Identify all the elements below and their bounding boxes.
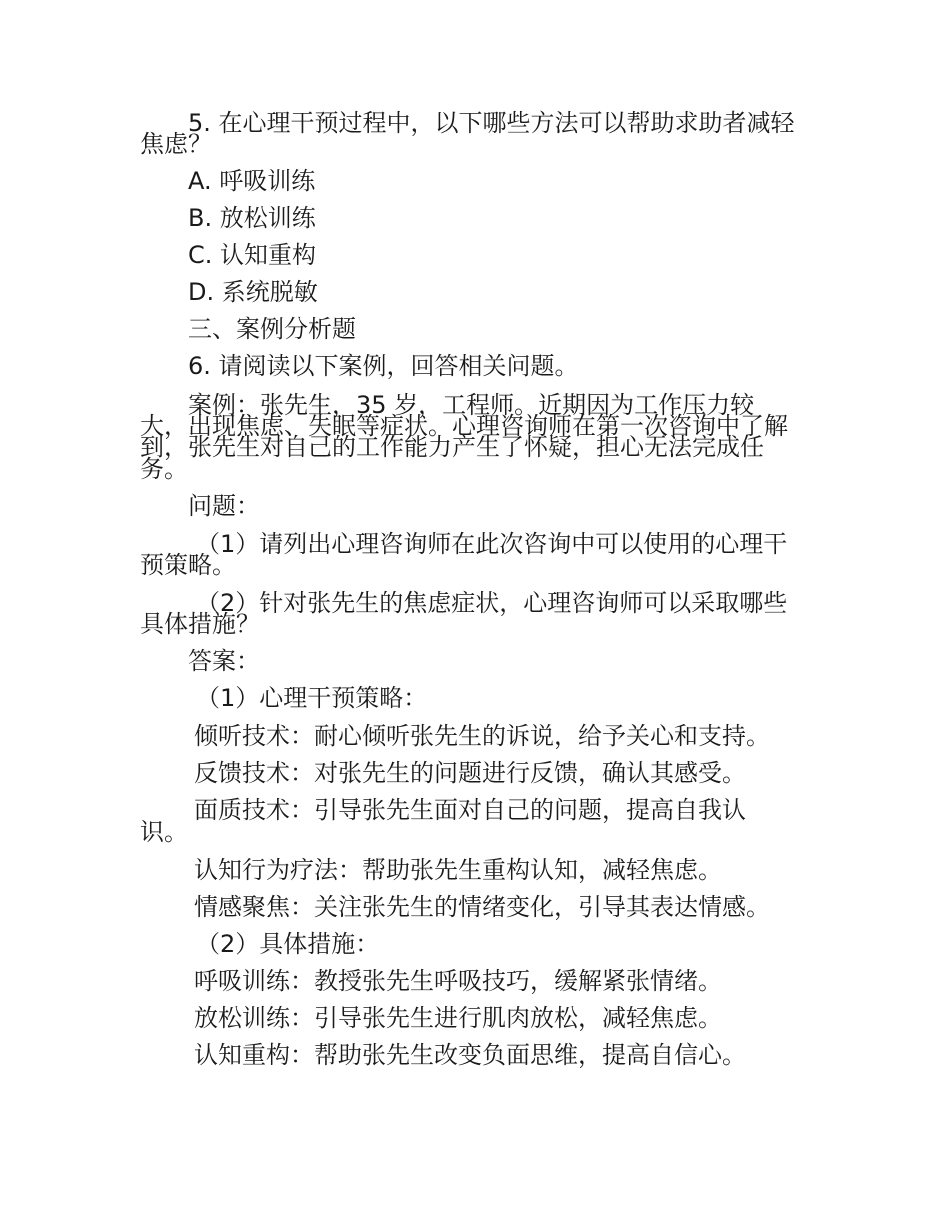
sub-question-1-continued: 预策略。 [140,551,236,579]
strategy-listening: 倾听技术：耐心倾听张先生的诉说，给予关心和支持。 [194,722,770,750]
strategy-confrontation: 面质技术：引导张先生面对自己的问题，提高自我认 [194,796,746,824]
question-5-stem: 5. 在心理干预过程中，以下哪些方法可以帮助求助者减轻 [188,109,795,137]
option-c: C. 认知重构 [188,241,317,269]
sub-question-1: （1）请列出心理咨询师在此次咨询中可以使用的心理干 [196,530,788,558]
strategy-feedback: 反馈技术：对张先生的问题进行反馈，确认其感受。 [194,759,746,787]
strategy-emotion-focus: 情感聚焦：关注张先生的情绪变化，引导其表达情感。 [194,893,770,921]
option-a: A. 呼吸训练 [188,167,316,195]
sub-question-2-continued: 具体措施？ [140,610,260,638]
case-text-line-2: 大，出现焦虑、失眠等症状。心理咨询师在第一次咨询中了解 [140,412,788,440]
answer-part-1-heading: （1）心理干预策略： [196,684,428,712]
measure-cognitive-restructuring: 认知重构：帮助张先生改变负面思维，提高自信心。 [194,1041,746,1069]
question-5-stem-continued: 焦虑？ [140,130,212,158]
answer-label: 答案： [188,647,260,675]
sub-question-2: （2）针对张先生的焦虑症状，心理咨询师可以采取哪些 [196,589,788,617]
strategy-cbt: 认知行为疗法：帮助张先生重构认知，减轻焦虑。 [194,856,722,884]
strategy-confrontation-continued: 识。 [140,818,188,846]
option-b: B. 放松训练 [188,204,316,232]
case-text-line-3: 到，张先生对自己的工作能力产生了怀疑，担心无法完成任 [140,433,764,461]
option-d: D. 系统脱敏 [188,278,318,306]
case-text-line-4: 务。 [140,455,188,483]
question-6-stem: 6. 请阅读以下案例，回答相关问题。 [188,352,579,380]
section-heading: 三、案例分析题 [188,315,356,343]
questions-label: 问题： [188,492,260,520]
measure-breathing: 呼吸训练：教授张先生呼吸技巧，缓解紧张情绪。 [194,967,722,995]
answer-part-2-heading: （2）具体措施： [196,930,380,958]
case-text-line-1: 案例：张先生，35 岁，工程师。近期因为工作压力较 [188,391,755,419]
measure-relaxation: 放松训练：引导张先生进行肌肉放松，减轻焦虑。 [194,1004,722,1032]
